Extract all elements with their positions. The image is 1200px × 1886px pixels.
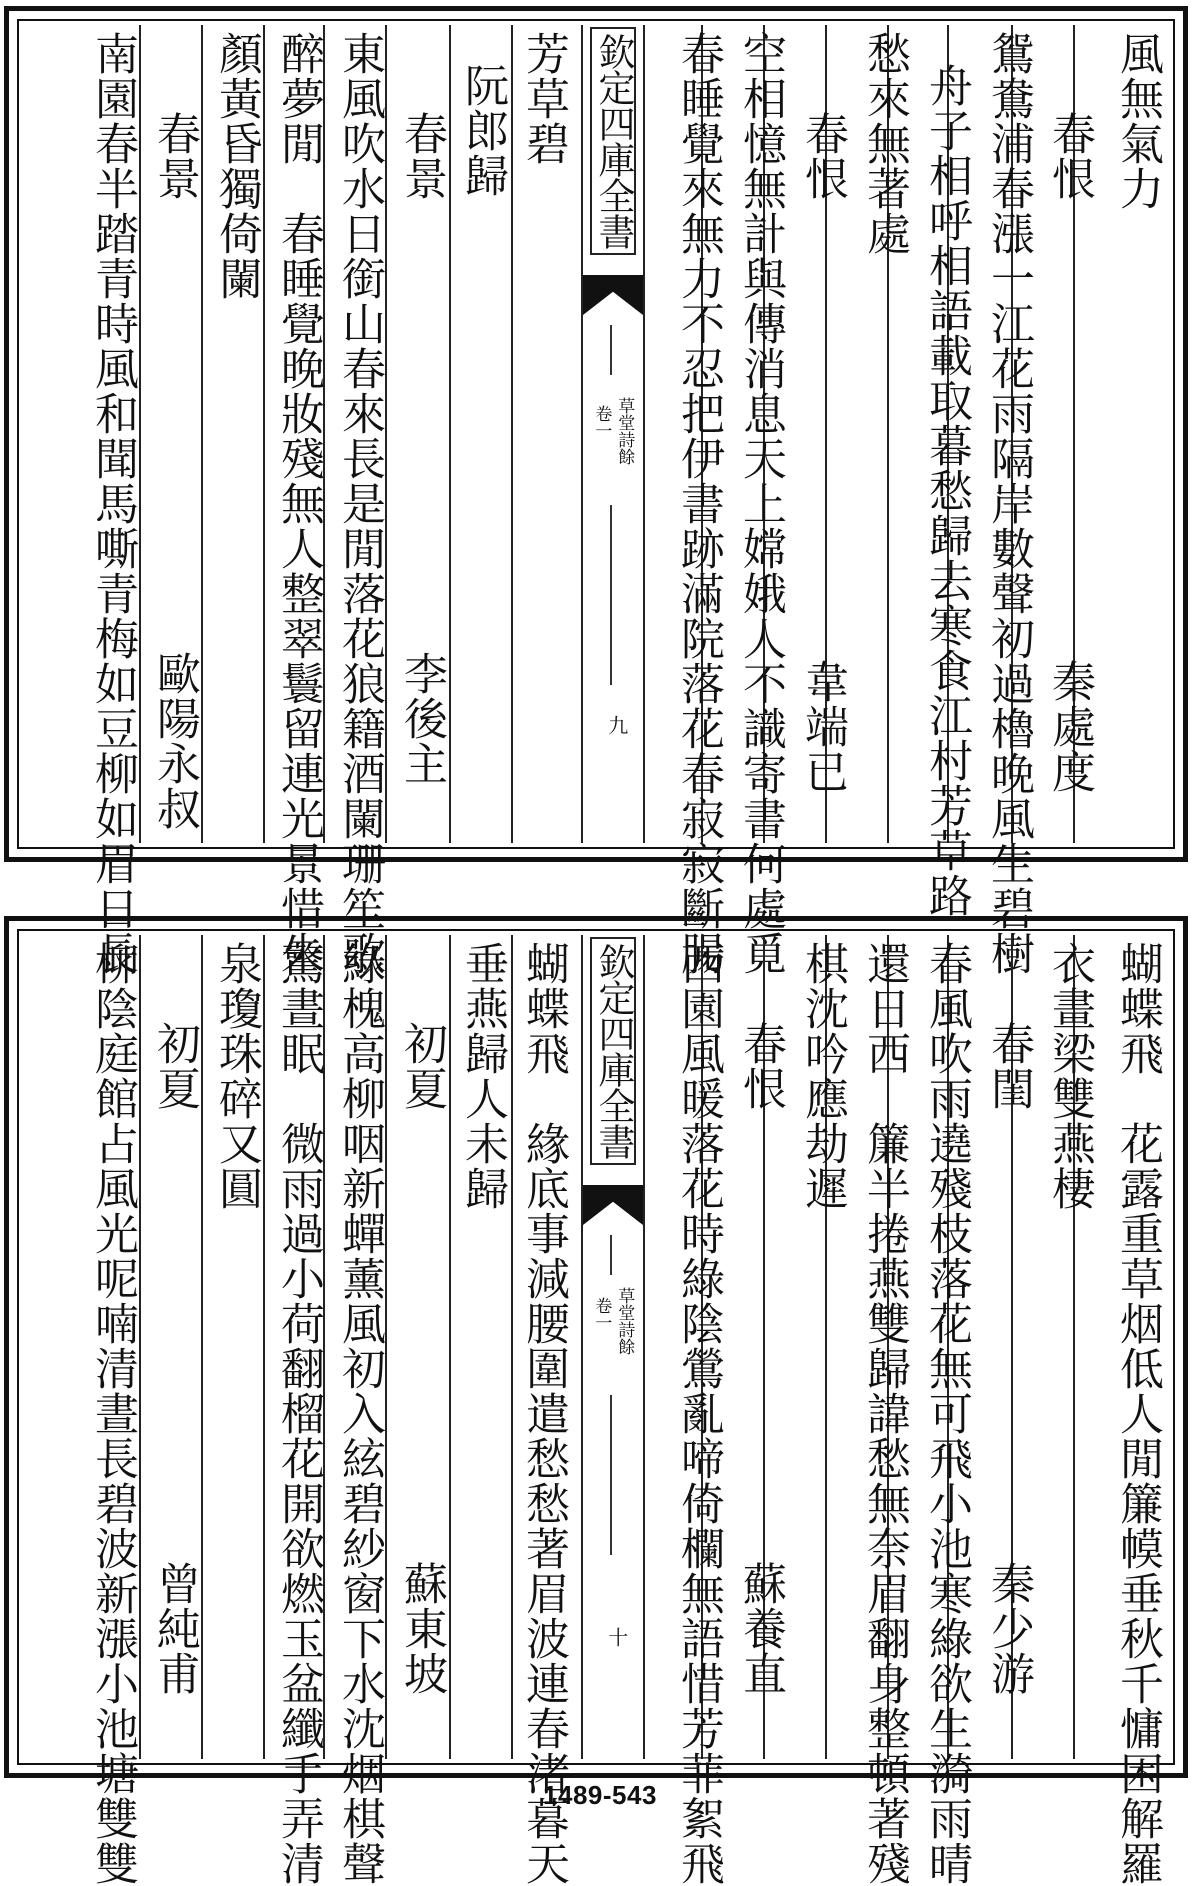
poem-author: 韋端已 (797, 659, 848, 794)
spine-rule (610, 1395, 612, 1555)
spine-leaf-number: 九 (604, 715, 629, 735)
page-reference-number: 1489-543 (543, 1780, 657, 1810)
text-column: 衣畫梁雙燕棲 (1044, 941, 1095, 1211)
column-rule (139, 25, 141, 843)
poem-author: 秦處度 (1044, 659, 1095, 794)
text-column: 綠槐高柳咽新蟬薰風初入絃碧紗窗下水沈烟棋聲 (334, 941, 385, 1886)
fishtail-mark (583, 1185, 643, 1225)
column-rule (449, 25, 451, 843)
text-column: 春睡覺來無力不忍把伊書跡滿院落花春寂寂斷腸 (673, 31, 724, 976)
text-column: 棋沈吟應劫遲 (797, 941, 848, 1211)
column-rule (511, 25, 513, 843)
poem-title: 春閨 (983, 1021, 1034, 1111)
poem-title: 春景 (149, 111, 200, 201)
spine-rule (610, 1235, 612, 1275)
poem-title: 春恨 (797, 111, 848, 201)
spine-rule (610, 325, 612, 375)
spine-volume: 卷一 (591, 405, 612, 439)
poem-author: 歐陽永叔 (149, 651, 200, 831)
column-rule (139, 935, 141, 1759)
spine-book-title: 草堂詩餘 (614, 1287, 635, 1355)
spine-title: 欽定四庫全書 (590, 937, 636, 1165)
text-column: 柳陰庭館占風光呢喃清晝長碧波新漲小池塘雙雙 (87, 941, 138, 1886)
poem-author: 曾純甫 (149, 1561, 200, 1696)
poem-author: 秦少游 (983, 1561, 1034, 1696)
text-column: 垂燕歸人未歸 (457, 941, 508, 1211)
column-rule (201, 935, 203, 1759)
text-column: 愁來無著處 (859, 31, 910, 256)
text-column: 芳草碧 (518, 31, 569, 166)
spine-title: 欽定四庫全書 (590, 27, 636, 255)
poem-title: 春景 (396, 111, 447, 201)
text-column: 蝴蝶飛 緣底事減腰圍遣愁愁著眉波連春渚暮天 (518, 941, 569, 1886)
column-rule (263, 25, 265, 843)
text-column: 舟子相呼相語載取暮愁歸去寒食江村芳草路 (921, 63, 972, 918)
text-column: 南園春半踏青時風和聞馬嘶青梅如豆柳如眉日長 (87, 31, 138, 976)
text-column: 驚晝眠 微雨過小荷翻榴花開欲燃玉盆纖手弄清 (273, 941, 324, 1886)
spine-volume: 卷一 (591, 1297, 612, 1331)
poem-title: 春恨 (735, 1021, 786, 1111)
book-page-top (4, 6, 1188, 976)
text-column: 風無氣力 (1112, 31, 1163, 211)
spine-rule (610, 505, 612, 685)
spine-book-title: 草堂詩餘 (614, 397, 635, 465)
fishtail-mark (583, 275, 643, 315)
book-spine (581, 935, 645, 1759)
text-column: 春風吹雨遶殘枝落花無可飛小池寒綠欲生漪雨晴 (921, 941, 972, 1886)
text-column: 空相憶無計與傳消息天上嫦娥人不識寄書何處覓 (735, 31, 786, 976)
column-rule (201, 25, 203, 843)
text-column: 泉瓊珠碎又圓 (211, 941, 262, 1211)
column-rule (385, 935, 387, 1759)
poem-author: 蘇東坡 (396, 1561, 447, 1696)
column-rule (263, 935, 265, 1759)
text-column: 醉夢閒 春睡覺晚妝殘無人整翠鬟留連光景惜朱 (273, 31, 324, 976)
column-rule (511, 935, 513, 1759)
column-rule (449, 935, 451, 1759)
text-column: 鴛鴦浦春漲一江花雨隔岸數聲初過櫓晚風生碧樹 (983, 31, 1034, 976)
text-column: 顏黃昏獨倚闌 (211, 31, 262, 301)
poem-title: 阮郎歸 (457, 63, 508, 198)
poem-title: 初夏 (396, 1021, 447, 1111)
text-column: 西園風暖落花時綠陰鶯亂啼倚欄無語惜芳菲絮飛 (673, 941, 724, 1886)
book-spine (581, 25, 645, 843)
poem-author: 蘇養直 (735, 1561, 786, 1696)
poem-title: 初夏 (149, 1021, 200, 1111)
poem-title: 春恨 (1044, 111, 1095, 201)
poem-author: 李後主 (396, 651, 447, 786)
text-column: 蝴蝶飛 花露重草烟低人閒簾幙垂秋千慵困解羅 (1112, 941, 1163, 1886)
text-column: 還日西 簾半捲燕雙歸諱愁無奈眉翻身整頓著殘 (859, 941, 910, 1886)
text-column: 東風吹水日銜山春來長是閒落花狼籍酒闌珊笙歌 (334, 31, 385, 976)
spine-leaf-number: 十 (604, 1627, 629, 1647)
column-rule (385, 25, 387, 843)
